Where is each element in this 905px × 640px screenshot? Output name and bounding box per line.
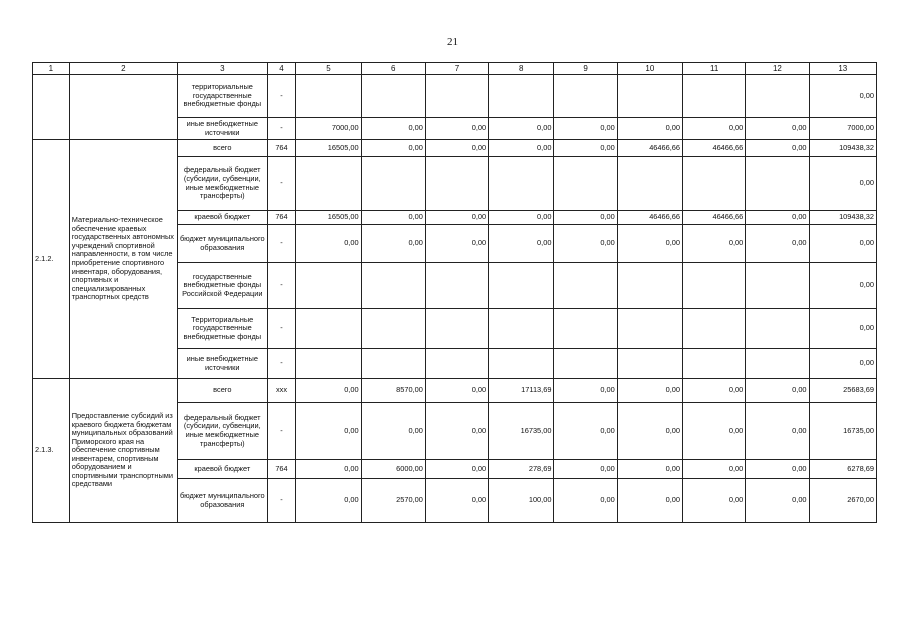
amount: 0,00 (809, 75, 876, 118)
amount: 6000,00 (361, 460, 425, 479)
amount: 0,00 (746, 225, 809, 263)
amount: 0,00 (296, 379, 361, 403)
budget-table (32, 62, 877, 523)
amount: 0,00 (683, 379, 746, 403)
budget-code: - (267, 75, 296, 118)
amount (296, 349, 361, 379)
amount: 0,00 (554, 118, 617, 140)
amount (683, 75, 746, 118)
amount: 46466,66 (683, 211, 746, 225)
amount: 0,00 (809, 157, 876, 211)
column-number: 10 (617, 63, 682, 75)
amount (361, 349, 425, 379)
amount (617, 263, 682, 309)
amount: 7000,00 (296, 118, 361, 140)
amount: 0,00 (746, 118, 809, 140)
amount (489, 157, 554, 211)
column-number: 2 (69, 63, 177, 75)
amount (425, 75, 488, 118)
amount: 0,00 (425, 140, 488, 157)
budget-code: - (267, 403, 296, 460)
amount: 0,00 (361, 118, 425, 140)
amount (296, 157, 361, 211)
amount: 0,00 (554, 460, 617, 479)
funding-source: всего (177, 379, 267, 403)
amount (425, 157, 488, 211)
amount (296, 309, 361, 349)
funding-source: краевой бюджет (177, 211, 267, 225)
amount: 17113,69 (489, 379, 554, 403)
funding-source: территориальные государственные внебюджетные фонды (177, 75, 267, 118)
amount (746, 263, 809, 309)
column-number: 3 (177, 63, 267, 75)
amount: 0,00 (617, 460, 682, 479)
amount (617, 75, 682, 118)
column-number: 7 (425, 63, 488, 75)
amount: 109438,32 (809, 140, 876, 157)
amount: 0,00 (425, 118, 488, 140)
table-row (33, 379, 877, 403)
amount (425, 309, 488, 349)
table-row (33, 140, 877, 157)
amount: 109438,32 (809, 211, 876, 225)
amount: 0,00 (683, 479, 746, 523)
amount (554, 263, 617, 309)
amount (746, 349, 809, 379)
amount (746, 75, 809, 118)
amount: 0,00 (683, 118, 746, 140)
amount: 0,00 (683, 460, 746, 479)
amount: 0,00 (554, 225, 617, 263)
amount: 6278,69 (809, 460, 876, 479)
amount (489, 75, 554, 118)
amount (746, 157, 809, 211)
column-number: 8 (489, 63, 554, 75)
table-row (33, 75, 877, 118)
amount: 0,00 (554, 379, 617, 403)
amount: 46466,66 (683, 140, 746, 157)
amount: 25683,69 (809, 379, 876, 403)
amount: 0,00 (617, 118, 682, 140)
column-number: 9 (554, 63, 617, 75)
amount: 0,00 (809, 263, 876, 309)
amount: 0,00 (683, 403, 746, 460)
item-code: 2.1.3. (33, 379, 70, 523)
column-number: 5 (296, 63, 361, 75)
column-number: 12 (746, 63, 809, 75)
amount: 0,00 (554, 211, 617, 225)
funding-source: федеральный бюджет (субсидии, субвенции, иные межбюджетные трансферты) (177, 157, 267, 211)
budget-code: - (267, 479, 296, 523)
amount: 0,00 (489, 211, 554, 225)
column-number: 4 (267, 63, 296, 75)
amount: 0,00 (425, 479, 488, 523)
amount (554, 309, 617, 349)
amount: 46466,66 (617, 211, 682, 225)
amount: 0,00 (746, 460, 809, 479)
funding-source: всего (177, 140, 267, 157)
amount: 0,00 (746, 403, 809, 460)
amount: 278,69 (489, 460, 554, 479)
amount: 0,00 (296, 479, 361, 523)
amount (746, 309, 809, 349)
amount: 0,00 (617, 479, 682, 523)
amount: 0,00 (746, 211, 809, 225)
amount: 0,00 (809, 349, 876, 379)
amount: 0,00 (425, 225, 488, 263)
amount: 0,00 (489, 118, 554, 140)
amount (554, 75, 617, 118)
amount (617, 157, 682, 211)
amount (489, 349, 554, 379)
funding-source: Территориальные государственные внебюджетные фонды (177, 309, 267, 349)
amount (683, 309, 746, 349)
budget-code: - (267, 309, 296, 349)
budget-code: - (267, 157, 296, 211)
amount: 0,00 (809, 225, 876, 263)
amount: 0,00 (361, 225, 425, 263)
amount: 0,00 (554, 140, 617, 157)
budget-code: - (267, 349, 296, 379)
item-name: Материально-техническое обеспечение краевых государственных автономных учреждений спортивной направленности, в том числе приобретение спортивного инвентаря, оборудования, спортивных и специализированных транспортных средств (69, 140, 177, 379)
amount: 0,00 (296, 225, 361, 263)
amount: 7000,00 (809, 118, 876, 140)
funding-source: государственные внебюджетные фонды Российской Федерации (177, 263, 267, 309)
amount: 0,00 (425, 379, 488, 403)
amount: 16735,00 (489, 403, 554, 460)
amount: 0,00 (617, 225, 682, 263)
column-number: 13 (809, 63, 876, 75)
budget-code: - (267, 225, 296, 263)
budget-code: 764 (267, 140, 296, 157)
budget-code: - (267, 118, 296, 140)
funding-source: бюджет муниципального образования (177, 479, 267, 523)
funding-source: бюджет муниципального образования (177, 225, 267, 263)
amount (296, 75, 361, 118)
amount: 0,00 (361, 140, 425, 157)
column-number: 6 (361, 63, 425, 75)
page-number: 21 (447, 36, 458, 48)
amount: 0,00 (489, 225, 554, 263)
amount: 0,00 (809, 309, 876, 349)
amount (361, 309, 425, 349)
table-body (33, 63, 877, 523)
column-number: 1 (33, 63, 70, 75)
budget-code: - (267, 263, 296, 309)
amount: 0,00 (617, 403, 682, 460)
item-code: 2.1.2. (33, 140, 70, 379)
funding-source: иные внебюджетные источники (177, 118, 267, 140)
amount: 0,00 (617, 379, 682, 403)
amount: 0,00 (746, 379, 809, 403)
amount (361, 263, 425, 309)
amount: 2570,00 (361, 479, 425, 523)
column-number-row (33, 63, 877, 75)
amount: 16505,00 (296, 211, 361, 225)
amount: 0,00 (425, 460, 488, 479)
amount (361, 75, 425, 118)
amount (683, 157, 746, 211)
amount: 0,00 (425, 211, 488, 225)
amount: 8570,00 (361, 379, 425, 403)
amount: 100,00 (489, 479, 554, 523)
budget-code: 764 (267, 460, 296, 479)
amount: 0,00 (361, 403, 425, 460)
amount (489, 309, 554, 349)
amount: 0,00 (554, 479, 617, 523)
amount (489, 263, 554, 309)
amount (425, 263, 488, 309)
funding-source: краевой бюджет (177, 460, 267, 479)
amount (296, 263, 361, 309)
amount: 46466,66 (617, 140, 682, 157)
amount (683, 349, 746, 379)
amount (617, 309, 682, 349)
budget-code: 764 (267, 211, 296, 225)
item-name-empty (69, 75, 177, 140)
amount: 0,00 (296, 403, 361, 460)
amount: 0,00 (489, 140, 554, 157)
amount (554, 349, 617, 379)
amount: 0,00 (361, 211, 425, 225)
amount (617, 349, 682, 379)
amount (554, 157, 617, 211)
amount: 2670,00 (809, 479, 876, 523)
amount: 0,00 (746, 140, 809, 157)
amount: 16735,00 (809, 403, 876, 460)
funding-source: федеральный бюджет (субсидии, субвенции, иные межбюджетные трансферты) (177, 403, 267, 460)
amount: 0,00 (425, 403, 488, 460)
budget-code: ххх (267, 379, 296, 403)
amount: 0,00 (746, 479, 809, 523)
amount (683, 263, 746, 309)
column-number: 11 (683, 63, 746, 75)
item-name: Предоставление субсидий из краевого бюджета бюджетам муниципальных образований Приморского края на обеспечение спортивным инвентарем, спортивным оборудованием и спортивными транспортными средствами (69, 379, 177, 523)
amount: 0,00 (683, 225, 746, 263)
item-code-empty (33, 75, 70, 140)
amount: 0,00 (296, 460, 361, 479)
amount (425, 349, 488, 379)
amount: 16505,00 (296, 140, 361, 157)
funding-source: иные внебюджетные источники (177, 349, 267, 379)
amount: 0,00 (554, 403, 617, 460)
amount (361, 157, 425, 211)
